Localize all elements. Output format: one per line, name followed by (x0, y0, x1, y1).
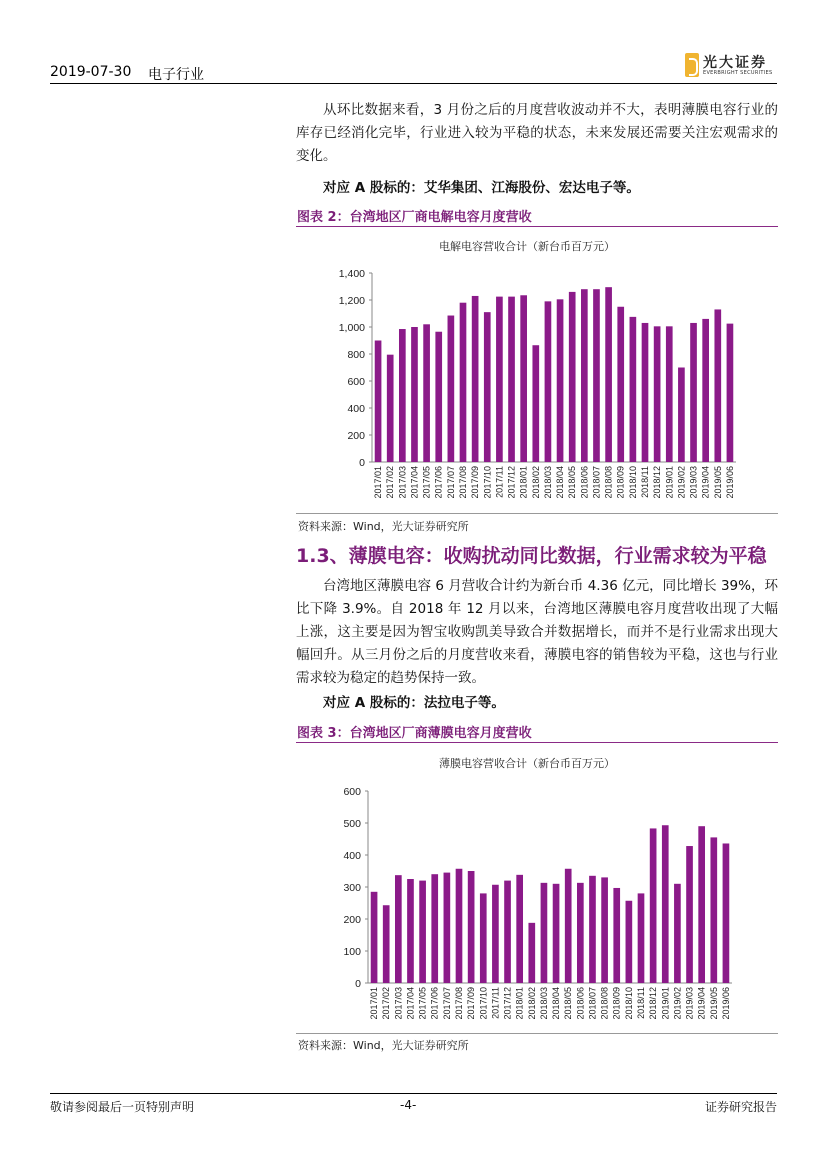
bar-2017/09 (472, 296, 479, 462)
figure-3-source: 资料来源：Wind，光大证券研究所 (298, 1039, 469, 1052)
x-tick-label: 2018/12 (648, 987, 659, 1020)
bar-2017/11 (496, 297, 503, 462)
report-date: 2019-07-30 (50, 64, 132, 80)
figure-2-title: 图表 2：台湾地区厂商电解电容月度营收 (297, 210, 532, 225)
bar-2018/05 (565, 869, 572, 983)
x-tick-label: 2017/12 (506, 466, 517, 499)
x-tick-label: 2017/06 (429, 987, 440, 1020)
paragraph-2 (296, 575, 778, 690)
bar-2017/06 (431, 874, 438, 983)
x-tick-label: 2019/05 (708, 987, 719, 1020)
y-tick-label: 600 (343, 786, 361, 798)
x-tick-label: 2017/01 (369, 987, 380, 1020)
x-tick-label: 2017/06 (433, 466, 444, 499)
y-tick-label: 200 (343, 914, 361, 926)
chart-title: 薄膜电容营收合计（新台币百万元） (439, 757, 615, 770)
report-sector: 电子行业 (148, 67, 204, 83)
x-tick-label: 2018/08 (603, 466, 614, 499)
y-tick-label: 400 (343, 850, 361, 862)
x-tick-label: 2019/05 (712, 466, 723, 499)
x-tick-label: 2018/10 (623, 987, 634, 1020)
bar-2017/03 (395, 875, 402, 983)
chart-electrolytic-capacitor (296, 228, 778, 510)
bar-2017/04 (411, 327, 418, 462)
x-tick-label: 2018/01 (518, 466, 529, 499)
paragraph-1-text: 从环比数据来看，3 月份之后的月度营收波动并不大，表明薄膜电容行业的库存已经消化完毕，行业进入较为平稳的状态，未来发展还需要关注宏观需求的变化。 (296, 102, 778, 164)
y-tick-label: 800 (347, 349, 365, 361)
bar-2017/07 (448, 316, 455, 462)
x-tick-label: 2017/08 (454, 987, 464, 1020)
bar-2018/03 (541, 883, 548, 983)
x-tick-label: 2018/06 (579, 466, 590, 499)
bar-2018/09 (617, 307, 624, 462)
x-tick-label: 2018/07 (587, 987, 598, 1020)
x-tick-label: 2017/07 (441, 987, 452, 1020)
bar-2017/06 (435, 332, 442, 462)
bar-2019/01 (666, 326, 673, 462)
bar-2019/01 (662, 825, 669, 983)
bar-2017/03 (399, 329, 406, 462)
section-title: 1.3、薄膜电容：收购扰动同比数据，行业需求较为平稳 (296, 545, 767, 567)
bar-2018/08 (605, 287, 612, 462)
x-tick-label: 2018/12 (652, 466, 663, 499)
logo-text: 光大证券 (703, 55, 767, 71)
bar-2018/02 (528, 923, 535, 983)
bar-2017/08 (456, 869, 463, 983)
bar-2019/03 (690, 323, 697, 462)
logo-mark-icon (685, 53, 699, 77)
figure-3-top-rule (296, 742, 778, 743)
x-tick-label: 2018/04 (551, 987, 562, 1020)
bar-2019/05 (710, 837, 717, 983)
x-tick-label: 2017/05 (417, 987, 428, 1020)
chart-film-capacitor (296, 745, 778, 1030)
x-tick-label: 2017/03 (393, 987, 404, 1020)
y-tick-label: 1,200 (338, 295, 365, 307)
x-tick-label: 2018/04 (555, 466, 566, 499)
x-tick-label: 2018/09 (615, 466, 626, 499)
bar-2017/10 (480, 893, 487, 983)
bar-2017/04 (407, 879, 414, 983)
x-tick-label: 2017/08 (458, 466, 468, 499)
bar-2019/02 (678, 368, 685, 463)
bar-2018/11 (642, 323, 649, 462)
bar-2017/11 (492, 885, 499, 983)
x-tick-label: 2017/09 (470, 466, 481, 499)
x-tick-label: 2017/05 (421, 466, 432, 499)
bar-2017/12 (504, 881, 511, 983)
bar-2019/04 (698, 826, 705, 983)
footer-report-type: 证券研究报告 (704, 1100, 777, 1114)
y-tick-label: 500 (343, 818, 361, 830)
x-tick-label: 2019/04 (700, 466, 711, 499)
x-tick-label: 2019/04 (696, 987, 707, 1020)
x-tick-label: 2019/06 (724, 466, 735, 499)
x-tick-label: 2017/01 (373, 466, 384, 499)
x-tick-label: 2018/10 (627, 466, 638, 499)
y-tick-label: 0 (355, 978, 361, 990)
bar-2017/02 (387, 355, 394, 462)
paragraph-1 (296, 99, 778, 168)
bar-2017/01 (371, 892, 378, 983)
bar-2018/10 (630, 317, 637, 462)
x-tick-label: 2017/04 (405, 987, 416, 1020)
bar-2018/01 (516, 875, 523, 983)
x-tick-label: 2019/01 (664, 466, 675, 499)
y-tick-label: 300 (343, 882, 361, 894)
x-tick-label: 2017/02 (385, 466, 396, 499)
chart-svg (296, 745, 778, 1030)
bar-2018/04 (553, 884, 560, 983)
x-tick-label: 2017/10 (482, 466, 493, 499)
bar-2019/05 (714, 309, 721, 462)
bar-2017/05 (419, 881, 426, 983)
x-tick-label: 2019/01 (660, 987, 671, 1020)
x-tick-label: 2019/02 (672, 987, 683, 1020)
bar-2018/05 (569, 292, 576, 462)
bar-2018/11 (638, 893, 645, 983)
header-divider (50, 83, 777, 84)
x-tick-label: 2018/03 (538, 987, 549, 1020)
bar-2017/10 (484, 312, 491, 462)
figure-3-title: 图表 3：台湾地区厂商薄膜电容月度营收 (297, 726, 532, 741)
y-tick-label: 200 (347, 430, 365, 442)
bar-2018/10 (626, 901, 633, 983)
x-tick-label: 2017/02 (381, 987, 392, 1020)
paragraph-2-text: 台湾地区薄膜电容 6 月营收合计约为新台币 4.36 亿元，同比增长 39%，环比下降 3.9%。自 2018 年 12 月以来，台湾地区薄膜电容月度营收出现了大幅上涨，这主要是因为智宝收购凯美导致合并数据增长，而并不是行业需求出现大幅回升。从三月份之后的月度营收来看，薄膜电容的销售较为平稳，这也与行业需求较为稳定的趋势保持一致。 (296, 578, 778, 686)
x-tick-label: 2018/05 (567, 466, 578, 499)
y-tick-label: 100 (343, 946, 361, 958)
x-tick-label: 2017/10 (478, 987, 489, 1020)
bar-2018/03 (545, 301, 552, 462)
x-tick-label: 2019/03 (688, 466, 699, 499)
x-tick-label: 2017/11 (494, 466, 505, 498)
logo-subtext: EVERBRIGHT SECURITIES (703, 70, 773, 76)
bar-2018/08 (601, 877, 608, 983)
x-tick-label: 2017/09 (466, 987, 477, 1020)
x-tick-label: 2018/02 (526, 987, 537, 1020)
y-tick-label: 0 (359, 457, 365, 469)
bar-2017/02 (383, 905, 390, 983)
stock-targets-2: 对应 A 股标的：法拉电子等。 (323, 695, 505, 711)
bar-2019/02 (674, 884, 681, 983)
x-tick-label: 2019/06 (720, 987, 731, 1020)
figure-2-top-rule (296, 226, 778, 227)
x-tick-label: 2018/06 (575, 987, 586, 1020)
x-tick-label: 2017/03 (397, 466, 408, 499)
bar-2017/01 (375, 341, 382, 463)
x-tick-label: 2018/07 (591, 466, 602, 499)
x-tick-label: 2018/09 (611, 987, 622, 1020)
figure-2-bottom-rule (296, 513, 778, 514)
x-tick-label: 2017/04 (409, 466, 420, 499)
x-tick-label: 2017/11 (490, 987, 501, 1019)
x-tick-label: 2018/11 (640, 466, 650, 498)
bar-2017/05 (423, 324, 430, 462)
figure-3-bottom-rule (296, 1033, 778, 1034)
y-tick-label: 1,000 (338, 322, 365, 334)
chart-title: 电解电容营收合计（新台币百万元） (439, 240, 615, 253)
bar-2018/07 (593, 289, 600, 462)
page-number: -4- (400, 1098, 417, 1112)
company-logo (685, 52, 785, 80)
bar-2018/09 (613, 888, 620, 983)
x-tick-label: 2018/03 (542, 466, 553, 499)
stock-targets-1: 对应 A 股标的：艾华集团、江海股份、宏达电子等。 (323, 180, 640, 196)
x-tick-label: 2018/05 (563, 987, 574, 1020)
bar-2018/12 (650, 828, 657, 983)
bar-2018/12 (654, 326, 661, 462)
x-tick-label: 2018/08 (599, 987, 610, 1020)
bar-2019/03 (686, 846, 693, 983)
bar-2018/02 (532, 345, 539, 462)
bar-2018/04 (557, 299, 564, 462)
bar-2017/08 (460, 303, 467, 462)
footer-divider (50, 1093, 777, 1094)
chart-svg (296, 228, 778, 510)
y-tick-label: 600 (347, 376, 365, 388)
bar-2018/06 (577, 883, 584, 983)
bar-2019/06 (723, 843, 730, 983)
y-tick-label: 400 (347, 403, 365, 415)
x-tick-label: 2017/12 (502, 987, 513, 1020)
bar-2018/01 (520, 295, 527, 462)
x-tick-label: 2018/02 (530, 466, 541, 499)
bar-2017/09 (468, 871, 475, 983)
bar-2019/04 (702, 319, 709, 462)
x-tick-label: 2017/07 (445, 466, 456, 499)
bar-2017/12 (508, 297, 515, 462)
bar-2018/06 (581, 289, 588, 462)
figure-2-source: 资料来源：Wind，光大证券研究所 (298, 520, 469, 533)
x-tick-label: 2019/02 (676, 466, 687, 499)
bar-2017/07 (444, 873, 451, 983)
y-tick-label: 1,400 (338, 268, 365, 280)
x-tick-label: 2018/11 (636, 987, 646, 1019)
bar-2018/07 (589, 876, 596, 983)
bar-2019/06 (727, 324, 734, 462)
footer-disclaimer: 敬请参阅最后一页特别声明 (50, 1100, 195, 1114)
x-tick-label: 2019/03 (684, 987, 695, 1020)
x-tick-label: 2018/01 (514, 987, 525, 1020)
